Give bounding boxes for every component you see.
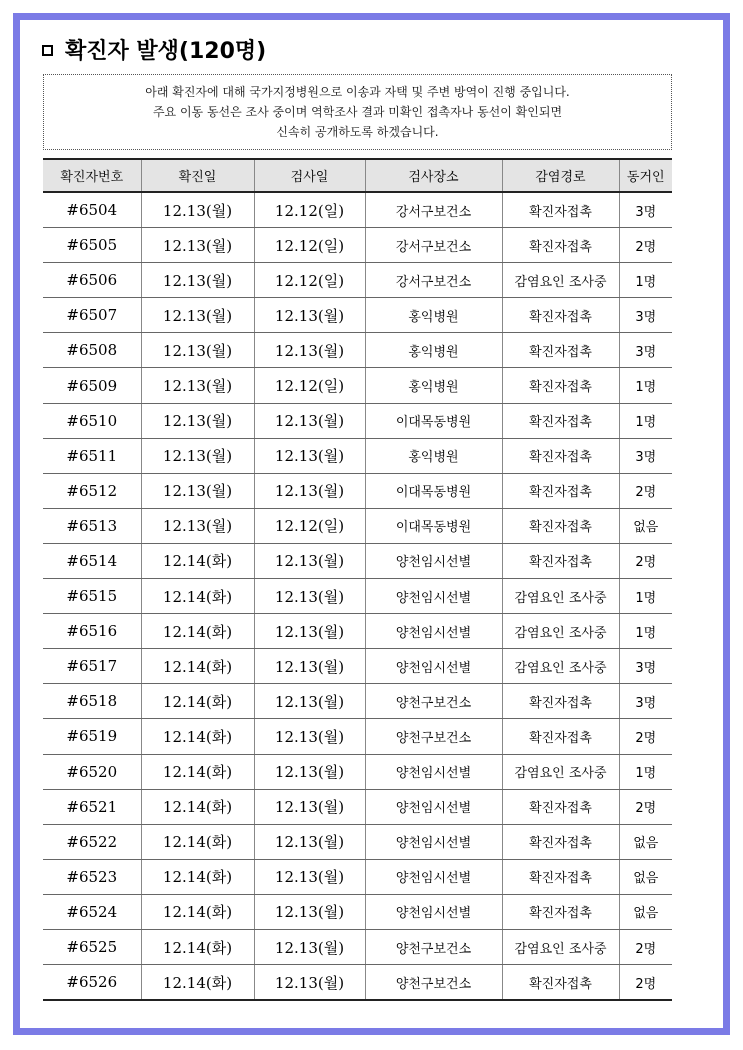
cell-cohabitants: 없음 — [619, 859, 672, 894]
cell-case-number: #6511 — [43, 438, 141, 473]
cell-infection-route: 감염요인 조사중 — [502, 754, 619, 789]
cell-cohabitants: 2명 — [619, 473, 672, 508]
notice-line: 신속히 공개하도록 하겠습니다. — [276, 125, 439, 139]
table-row — [43, 929, 672, 964]
cell-cohabitants: 3명 — [619, 684, 672, 719]
cell-case-number: #6522 — [43, 824, 141, 859]
cell-test-place: 양천임시선별 — [365, 824, 502, 859]
cell-infection-route: 확진자접촉 — [502, 965, 619, 1001]
cell-test-place: 이대목동병원 — [365, 403, 502, 438]
cell-case-number: #6523 — [43, 859, 141, 894]
cell-confirm-date: 12.13(월) — [141, 473, 254, 508]
table-row — [43, 754, 672, 789]
cell-case-number: #6509 — [43, 368, 141, 403]
table-row — [43, 684, 672, 719]
cell-test-place: 양천임시선별 — [365, 894, 502, 929]
cell-test-date: 12.13(월) — [254, 754, 365, 789]
table-row — [43, 192, 672, 228]
table-row — [43, 719, 672, 754]
header-cohabitants: 동거인 — [619, 159, 672, 192]
cell-test-place: 양천구보건소 — [365, 929, 502, 964]
cell-case-number: #6524 — [43, 894, 141, 929]
cell-test-place: 홍익병원 — [365, 333, 502, 368]
cell-cohabitants: 2명 — [619, 965, 672, 1001]
cell-test-place: 홍익병원 — [365, 368, 502, 403]
cell-confirm-date: 12.14(화) — [141, 614, 254, 649]
cell-cohabitants: 1명 — [619, 368, 672, 403]
cell-confirm-date: 12.14(화) — [141, 894, 254, 929]
table-row — [43, 649, 672, 684]
cell-infection-route: 확진자접촉 — [502, 333, 619, 368]
cell-infection-route: 확진자접촉 — [502, 403, 619, 438]
cell-confirm-date: 12.14(화) — [141, 929, 254, 964]
table-row — [43, 403, 672, 438]
cell-test-date: 12.12(일) — [254, 228, 365, 263]
table-body — [43, 192, 672, 1000]
cell-cohabitants: 3명 — [619, 333, 672, 368]
section-title: 확진자 발생(120명) — [65, 39, 267, 64]
cell-case-number: #6519 — [43, 719, 141, 754]
cell-test-date: 12.13(월) — [254, 719, 365, 754]
table-row — [43, 263, 672, 298]
cell-infection-route: 감염요인 조사중 — [502, 649, 619, 684]
cell-test-date: 12.13(월) — [254, 894, 365, 929]
header-confirm-date: 확진일 — [141, 159, 254, 192]
cell-case-number: #6526 — [43, 965, 141, 1001]
notice-box — [43, 74, 672, 150]
cell-test-place: 강서구보건소 — [365, 228, 502, 263]
cell-case-number: #6518 — [43, 684, 141, 719]
cell-confirm-date: 12.13(월) — [141, 403, 254, 438]
cell-test-date: 12.13(월) — [254, 298, 365, 333]
cell-test-date: 12.12(일) — [254, 192, 365, 228]
cell-test-date: 12.13(월) — [254, 579, 365, 614]
cell-infection-route: 확진자접촉 — [502, 473, 619, 508]
cell-infection-route: 확진자접촉 — [502, 228, 619, 263]
cell-cohabitants: 3명 — [619, 298, 672, 333]
cell-cohabitants: 1명 — [619, 614, 672, 649]
notice-line: 아래 확진자에 대해 국가지정병원으로 이송과 자택 및 주변 방역이 진행 중입니다. — [145, 85, 570, 99]
table-row — [43, 333, 672, 368]
cell-case-number: #6517 — [43, 649, 141, 684]
cell-test-date: 12.13(월) — [254, 403, 365, 438]
cell-confirm-date: 12.13(월) — [141, 192, 254, 228]
cell-test-place: 양천임시선별 — [365, 579, 502, 614]
cell-test-place: 양천임시선별 — [365, 649, 502, 684]
cell-confirm-date: 12.13(월) — [141, 508, 254, 543]
cell-test-date: 12.13(월) — [254, 333, 365, 368]
cell-confirm-date: 12.14(화) — [141, 579, 254, 614]
table-row — [43, 228, 672, 263]
cell-infection-route: 확진자접촉 — [502, 192, 619, 228]
cell-test-place: 양천임시선별 — [365, 859, 502, 894]
table-row — [43, 368, 672, 403]
cell-cohabitants: 2명 — [619, 719, 672, 754]
cell-infection-route: 확진자접촉 — [502, 543, 619, 578]
cell-cohabitants: 없음 — [619, 508, 672, 543]
cell-infection-route: 확진자접촉 — [502, 789, 619, 824]
cell-test-place: 양천구보건소 — [365, 719, 502, 754]
cell-test-date: 12.13(월) — [254, 473, 365, 508]
cell-confirm-date: 12.13(월) — [141, 438, 254, 473]
cell-test-place: 홍익병원 — [365, 438, 502, 473]
cell-case-number: #6508 — [43, 333, 141, 368]
cell-infection-route: 확진자접촉 — [502, 438, 619, 473]
cell-infection-route: 확진자접촉 — [502, 368, 619, 403]
cell-confirm-date: 12.13(월) — [141, 263, 254, 298]
cell-case-number: #6510 — [43, 403, 141, 438]
cell-confirm-date: 12.13(월) — [141, 368, 254, 403]
cell-confirm-date: 12.13(월) — [141, 298, 254, 333]
header-case-number: 확진자번호 — [43, 159, 141, 192]
notice-line: 주요 이동 동선은 조사 중이며 역학조사 결과 미확인 접촉자나 동선이 확인되면 — [152, 105, 563, 119]
cell-cohabitants: 3명 — [619, 192, 672, 228]
cell-cohabitants: 1명 — [619, 263, 672, 298]
cell-infection-route: 감염요인 조사중 — [502, 263, 619, 298]
cell-test-date: 12.13(월) — [254, 824, 365, 859]
cell-infection-route: 감염요인 조사중 — [502, 614, 619, 649]
cell-infection-route: 확진자접촉 — [502, 824, 619, 859]
cell-case-number: #6521 — [43, 789, 141, 824]
cell-confirm-date: 12.14(화) — [141, 684, 254, 719]
cell-confirm-date: 12.14(화) — [141, 649, 254, 684]
cell-test-date: 12.12(일) — [254, 263, 365, 298]
cell-cohabitants: 3명 — [619, 438, 672, 473]
cell-cohabitants: 1명 — [619, 403, 672, 438]
cell-infection-route: 확진자접촉 — [502, 894, 619, 929]
table-row — [43, 579, 672, 614]
cell-test-date: 12.13(월) — [254, 789, 365, 824]
cell-confirm-date: 12.14(화) — [141, 789, 254, 824]
table-row — [43, 473, 672, 508]
header-test-date: 검사일 — [254, 159, 365, 192]
cell-test-place: 강서구보건소 — [365, 192, 502, 228]
cell-cohabitants: 2명 — [619, 228, 672, 263]
cell-test-date: 12.13(월) — [254, 965, 365, 1001]
cell-confirm-date: 12.14(화) — [141, 824, 254, 859]
cell-cohabitants: 3명 — [619, 649, 672, 684]
cell-confirm-date: 12.14(화) — [141, 719, 254, 754]
table-row — [43, 543, 672, 578]
cell-cohabitants: 없음 — [619, 894, 672, 929]
table-row — [43, 894, 672, 929]
cell-test-date: 12.13(월) — [254, 859, 365, 894]
cell-confirm-date: 12.13(월) — [141, 333, 254, 368]
cell-infection-route: 확진자접촉 — [502, 859, 619, 894]
cell-case-number: #6516 — [43, 614, 141, 649]
cell-test-place: 양천임시선별 — [365, 614, 502, 649]
table-header-row — [43, 159, 672, 192]
cell-infection-route: 확진자접촉 — [502, 298, 619, 333]
cell-case-number: #6506 — [43, 263, 141, 298]
cell-test-date: 12.13(월) — [254, 438, 365, 473]
table-row — [43, 859, 672, 894]
cell-cohabitants: 1명 — [619, 754, 672, 789]
cell-cohabitants: 없음 — [619, 824, 672, 859]
cell-infection-route: 감염요인 조사중 — [502, 929, 619, 964]
cell-infection-route: 확진자접촉 — [502, 684, 619, 719]
cell-case-number: #6504 — [43, 192, 141, 228]
cell-case-number: #6515 — [43, 579, 141, 614]
cell-test-date: 12.13(월) — [254, 929, 365, 964]
table-row — [43, 789, 672, 824]
cell-test-date: 12.12(일) — [254, 508, 365, 543]
cell-case-number: #6520 — [43, 754, 141, 789]
section-heading — [42, 34, 266, 65]
cell-case-number: #6512 — [43, 473, 141, 508]
table-row — [43, 298, 672, 333]
cell-confirm-date: 12.14(화) — [141, 754, 254, 789]
cell-test-place: 홍익병원 — [365, 298, 502, 333]
cell-infection-route: 감염요인 조사중 — [502, 579, 619, 614]
cell-confirm-date: 12.14(화) — [141, 965, 254, 1001]
cell-case-number: #6507 — [43, 298, 141, 333]
cell-test-place: 강서구보건소 — [365, 263, 502, 298]
cell-confirm-date: 12.14(화) — [141, 859, 254, 894]
cell-confirm-date: 12.13(월) — [141, 228, 254, 263]
square-bullet-icon — [42, 45, 53, 56]
cell-cohabitants: 2명 — [619, 929, 672, 964]
cell-test-place: 양천임시선별 — [365, 754, 502, 789]
cell-test-date: 12.12(일) — [254, 368, 365, 403]
cell-test-date: 12.13(월) — [254, 614, 365, 649]
table-row — [43, 614, 672, 649]
cell-cohabitants: 2명 — [619, 543, 672, 578]
cell-test-place: 양천구보건소 — [365, 965, 502, 1001]
cell-test-date: 12.13(월) — [254, 543, 365, 578]
cell-test-date: 12.13(월) — [254, 649, 365, 684]
cell-infection-route: 확진자접촉 — [502, 508, 619, 543]
header-test-place: 검사장소 — [365, 159, 502, 192]
cell-test-place: 양천임시선별 — [365, 789, 502, 824]
cell-test-date: 12.13(월) — [254, 684, 365, 719]
table-row — [43, 438, 672, 473]
cell-case-number: #6514 — [43, 543, 141, 578]
table-row — [43, 824, 672, 859]
cell-test-place: 양천구보건소 — [365, 684, 502, 719]
cell-case-number: #6525 — [43, 929, 141, 964]
table-row — [43, 965, 672, 1001]
header-infection-route: 감염경로 — [502, 159, 619, 192]
cell-cohabitants: 2명 — [619, 789, 672, 824]
cell-test-place: 이대목동병원 — [365, 508, 502, 543]
cell-case-number: #6513 — [43, 508, 141, 543]
cell-cohabitants: 1명 — [619, 579, 672, 614]
cell-test-place: 양천임시선별 — [365, 543, 502, 578]
cell-case-number: #6505 — [43, 228, 141, 263]
table-row — [43, 508, 672, 543]
cell-test-place: 이대목동병원 — [365, 473, 502, 508]
cases-table — [43, 158, 672, 1001]
cell-infection-route: 확진자접촉 — [502, 719, 619, 754]
cell-confirm-date: 12.14(화) — [141, 543, 254, 578]
